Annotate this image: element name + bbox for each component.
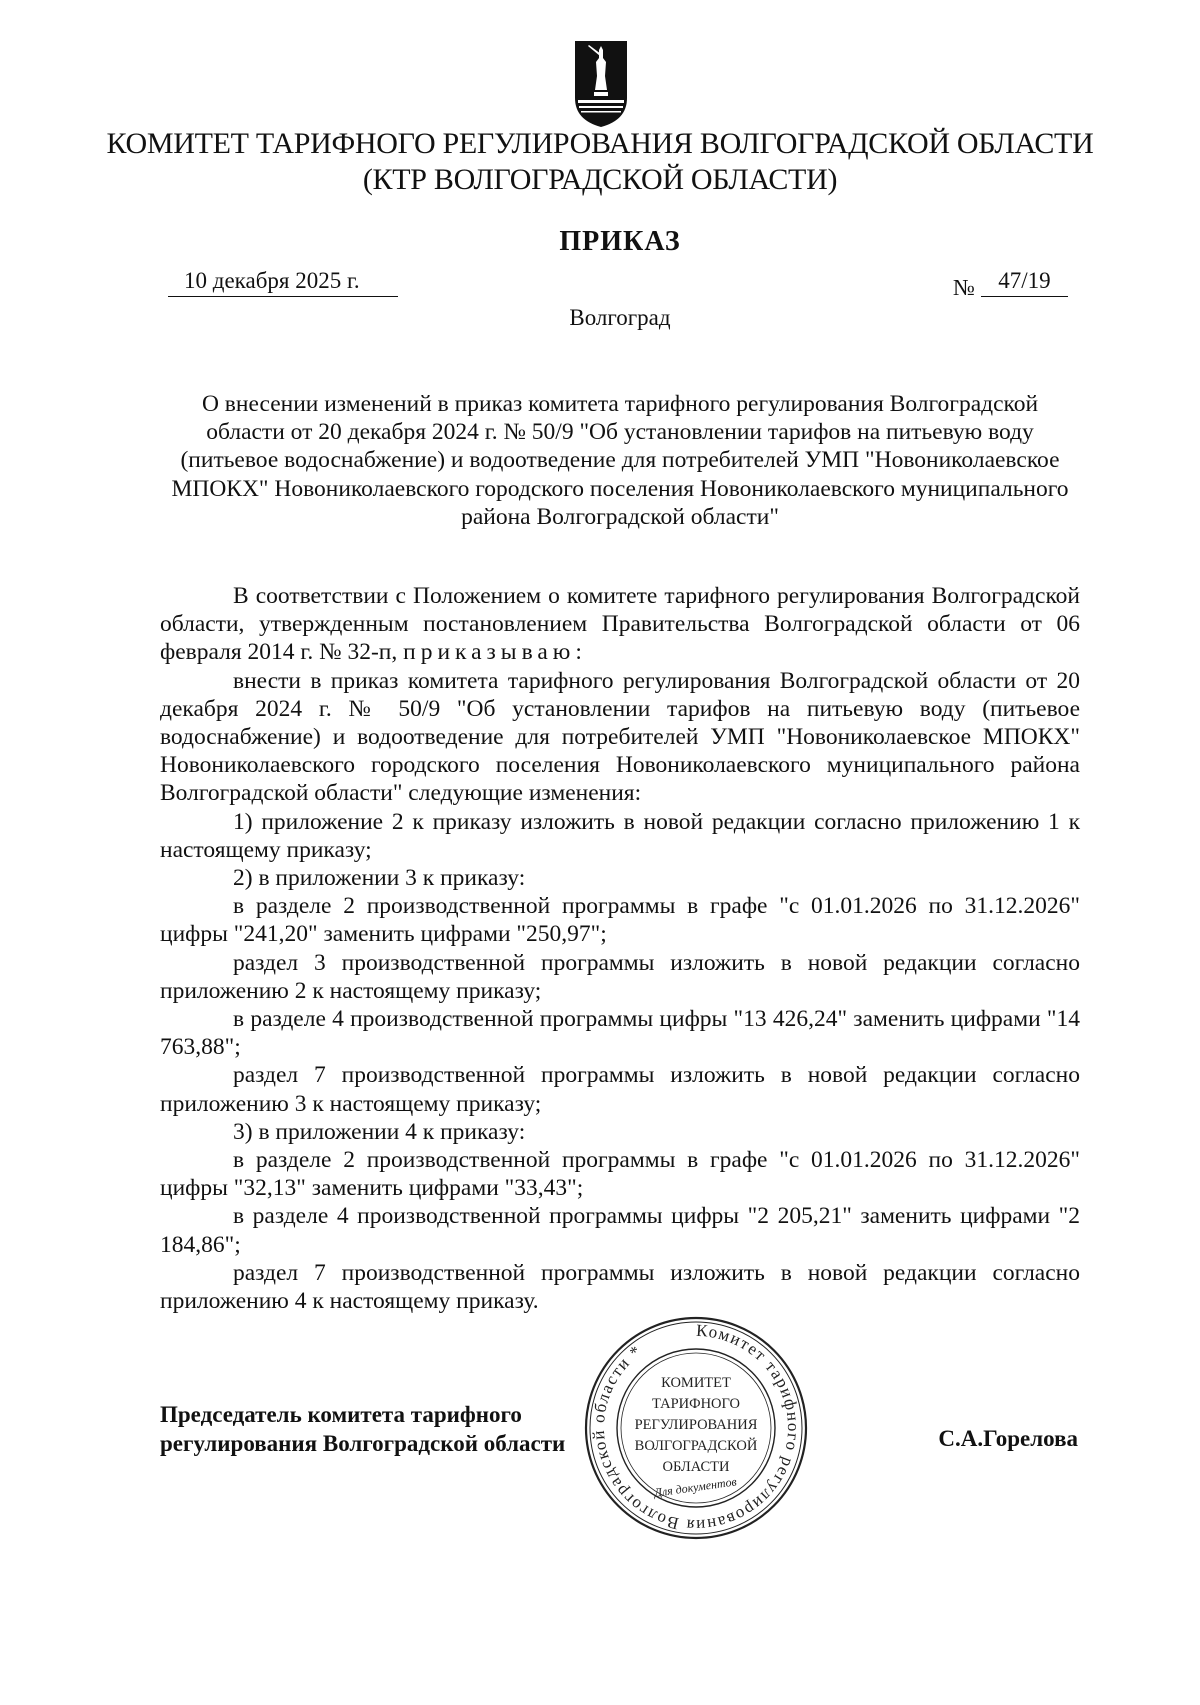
body-paragraph: 1) приложение 2 к приказу изложить в новой редакции согласно приложению 1 к настоящему приказу; <box>160 808 1080 863</box>
svg-text:Комитет тарифного регулировани: Комитет тарифного регулирования Волгоградской области * <box>588 1320 804 1536</box>
body-paragraph: в разделе 2 производственной программы в графе "с 01.01.2026 по 31.12.2026" цифры "32,13" заменить цифрами "33,43"; <box>160 1147 1080 1202</box>
svg-text:Для документов: Для документов <box>653 1474 738 1500</box>
svg-text:ТАРИФНОГО: ТАРИФНОГО <box>651 1396 741 1412</box>
order-subject: О внесении изменений в приказ комитета тарифного регулирования Волгоградской области от 20 декабря 2024 г. № 50/9 "Об установлении тарифов на питьевую воду (питьевое водоснабжение) и водоотведение для потребителей УМП "Новониколаевское МПОКХ" Новониколаевского городского поселения Новониколаевского муниципального района Волгоградской области" <box>171 391 1069 530</box>
order-date: 10 декабря 2025 г. <box>168 266 398 297</box>
body-paragraph: 2) в приложении 3 к приказу: <box>233 865 526 892</box>
body-paragraph: в разделе 4 производственной программы цифры "2 205,21" заменить цифрами "2 184,86"; <box>160 1203 1080 1258</box>
number-sign: № <box>953 275 975 300</box>
signatory-position-line: регулирования Волгоградской области <box>160 1431 566 1456</box>
body-paragraph: внести в приказ комитета тарифного регулирования Волгоградской области от 20 декабря 2024 г. № 50/9 "Об установлении тарифов на питьевую воду (питьевое водоснабжение) и водоотведение для потребителей УМП "Новониколаевское МПОКХ" Новониколаевского городского поселения Новониколаевского муниципального района Волгоградской области" следующие изменения: <box>160 667 1080 807</box>
order-city: Волгоград <box>569 305 671 330</box>
body-paragraph: в разделе 2 производственной программы в графе "с 01.01.2026 по 31.12.2026" цифры "241,20" заменить цифрами "250,97"; <box>160 893 1080 948</box>
organization-name: КОМИТЕТ ТАРИФНОГО РЕГУЛИРОВАНИЯ ВОЛГОГРАДСКОЙ ОБЛАСТИ <box>106 127 1094 160</box>
coat-of-arms-emblem <box>574 40 628 128</box>
body-paragraph: раздел 3 производственной программы изложить в новой редакции согласно приложению 2 к настоящему приказу; <box>160 949 1080 1004</box>
signatory-position-line: Председатель комитета тарифного <box>160 1402 522 1427</box>
svg-text:ВОЛГОГРАДСКОЙ: ВОЛГОГРАДСКОЙ <box>634 1438 758 1454</box>
decree-word: приказываю: <box>403 639 587 666</box>
order-body <box>160 582 1080 1315</box>
body-paragraph: в разделе 4 производственной программы цифры "13 426,24" заменить цифрами "14 763,88"; <box>160 1006 1080 1061</box>
official-seal-stamp <box>583 1315 809 1541</box>
body-paragraph: 3) в приложении 4 к приказу: <box>233 1118 526 1145</box>
body-paragraph: раздел 7 производственной программы изложить в новой редакции согласно приложению 3 к настоящему приказу; <box>160 1062 1080 1117</box>
order-number: 47/19 <box>981 266 1068 297</box>
preamble-text: В соответствии с Положением о комитете тарифного регулирования Волгоградской области, утвержденным постановлением Правительства Волгоградской области от 06 февраля 2014 г. № 32-п, <box>160 583 1080 666</box>
signatory-position <box>160 1400 565 1458</box>
document-title: ПРИКАЗ <box>559 226 681 257</box>
organization-short-name: (КТР ВОЛГОГРАДСКОЙ ОБЛАСТИ) <box>362 163 838 196</box>
body-paragraph: раздел 7 производственной программы изложить в новой редакции согласно приложению 4 к настоящему приказу. <box>160 1259 1080 1315</box>
signatory-name: С.А.Горелова <box>938 1426 1078 1451</box>
preamble-paragraph <box>160 582 1080 667</box>
svg-text:КОМИТЕТ: КОМИТЕТ <box>661 1375 731 1391</box>
svg-text:РЕГУЛИРОВАНИЯ: РЕГУЛИРОВАНИЯ <box>634 1417 758 1433</box>
svg-text:ОБЛАСТИ: ОБЛАСТИ <box>662 1459 730 1475</box>
